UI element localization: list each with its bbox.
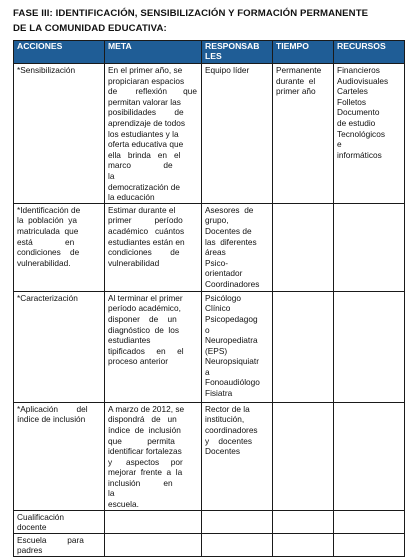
cell-line: índice de inclusión (17, 414, 86, 425)
cell-accion (14, 533, 105, 556)
cell-line: A marzo de 2012, se (108, 403, 185, 414)
cell-line: propiciaran espacios (108, 75, 185, 86)
cell-line: Al terminar el primer (108, 292, 183, 303)
cell-line: docente (17, 522, 47, 533)
cell-responsables (202, 533, 273, 556)
cell-line: Folletos (337, 96, 367, 107)
cell-line: Cualificación (17, 511, 65, 522)
header-acciones: ACCIONES (14, 41, 105, 64)
cell-line: posibilidades de (108, 107, 184, 118)
cell-line: primer período (108, 215, 183, 226)
cell-line: aprendizaje de todos (108, 117, 186, 128)
cell-line: permitan valorar las (108, 96, 181, 107)
cell-line: primer año (276, 86, 316, 97)
header-recursos: RECURSOS (334, 41, 405, 64)
cell-line: tipificados en el (108, 345, 184, 356)
table-row (14, 291, 405, 402)
cell-tiempo (273, 533, 334, 556)
cell-tiempo (273, 291, 334, 402)
table-header-row (14, 41, 405, 64)
cell-line: coordinadores (205, 424, 258, 435)
cell-line: índice de inclusión (108, 424, 181, 435)
cell-line: período académico, (108, 303, 181, 314)
cell-responsables (202, 402, 273, 510)
cell-accion (14, 203, 105, 291)
table-row (14, 203, 405, 291)
cell-line: disponer de un (108, 313, 177, 324)
cell-line: Fisiatra (205, 388, 233, 399)
cell-line: institución, (205, 414, 245, 425)
cell-line: las diferentes (205, 236, 257, 247)
cell-tiempo (273, 203, 334, 291)
cell-line: está en (17, 236, 75, 247)
table-row (14, 510, 405, 533)
cell-line: marco de (108, 160, 173, 171)
cell-line: identificar fortalezas (108, 446, 182, 457)
cell-line: Docentes (205, 446, 241, 457)
cell-responsables (202, 291, 273, 402)
cell-line: informáticos (337, 149, 382, 160)
cell-line: orientador (205, 268, 243, 279)
cell-line: democratización de (108, 181, 180, 192)
cell-line: *Caracterización (17, 292, 78, 303)
cell-line: estudiantes están en (108, 236, 185, 247)
cell-responsables (202, 203, 273, 291)
cell-line: Docentes de (205, 225, 252, 236)
cell-meta (105, 402, 202, 510)
cell-tiempo (273, 64, 334, 204)
cell-accion (14, 510, 105, 533)
cell-tiempo (273, 510, 334, 533)
cell-line: Equipo líder (205, 65, 250, 75)
header-responsables-line-1: RESPONSAB (205, 41, 260, 51)
cell-line: Asesores de (205, 204, 254, 215)
cell-line: (EPS) (205, 345, 228, 356)
section-title-line-1: FASE III: IDENTIFICACIÓN, SENSIBILIZACIÓN Y FORMACIÓN PERMANENTE (13, 8, 369, 19)
cell-meta (105, 203, 202, 291)
cell-line: vulnerabilidad (108, 257, 160, 268)
header-meta: META (105, 41, 202, 64)
cell-tiempo (273, 402, 334, 510)
cell-line: proceso anterior (108, 356, 168, 367)
cell-line: *Sensibilización (17, 65, 76, 75)
cell-recursos (334, 510, 405, 533)
cell-line: y aspectos por (108, 456, 183, 467)
cell-line: condiciones de (108, 247, 180, 258)
header-responsables-line-2: LES (205, 50, 222, 61)
cell-line: Documento (337, 107, 380, 118)
cell-line: o (205, 324, 210, 335)
cell-line: dispondrá de un (108, 414, 177, 425)
table-row (14, 64, 405, 204)
cell-line: la educación (108, 192, 155, 203)
cell-line: áreas (205, 247, 226, 258)
cell-responsables (202, 64, 273, 204)
cell-line: Rector de la (205, 403, 250, 414)
cell-recursos (334, 533, 405, 556)
cell-line: oferta educativa que (108, 139, 184, 150)
cell-line: Neuropsiquiatr (205, 356, 259, 367)
cell-accion (14, 64, 105, 204)
cell-line: condiciones de (17, 247, 80, 258)
section-title-line-2: DE LA COMUNIDAD EDUCATIVA: (13, 23, 167, 34)
cell-accion (14, 291, 105, 402)
cell-line: Escuela para (17, 534, 84, 545)
cell-line: escuela. (108, 499, 139, 510)
cell-recursos (334, 203, 405, 291)
cell-line: durante el (276, 75, 316, 86)
cell-line: mejorar frente a la (108, 467, 183, 478)
cell-meta (105, 291, 202, 402)
cell-line: a (205, 366, 210, 377)
cell-line: En el primer año, se (108, 65, 183, 75)
cell-line: Fonoaudiólogo (205, 377, 260, 388)
action-plan-table (13, 40, 405, 557)
cell-line: Clínico (205, 303, 231, 314)
cell-line: Estimar durante el (108, 204, 176, 215)
cell-line: Carteles (337, 86, 368, 97)
cell-line: matriculada que (17, 225, 79, 236)
cell-line: Neuropediatra (205, 335, 258, 346)
cell-line: Tecnológicos (337, 128, 385, 139)
cell-line: Psicólogo (205, 292, 241, 303)
table-body (14, 64, 405, 557)
cell-line: de reflexión que (108, 86, 198, 97)
header-responsables (202, 41, 273, 64)
cell-recursos (334, 402, 405, 510)
cell-line: la (108, 488, 115, 499)
cell-responsables (202, 510, 273, 533)
cell-meta (105, 533, 202, 556)
cell-line: académico cuántos (108, 225, 185, 236)
cell-line: grupo, (205, 215, 229, 226)
cell-line: e (337, 139, 342, 150)
cell-meta (105, 64, 202, 204)
cell-line: los estudiantes y la (108, 128, 179, 139)
cell-line: Financieros (337, 65, 380, 75)
cell-line: estudiantes (108, 335, 151, 346)
cell-line: Permanente (276, 65, 322, 75)
cell-line: la población ya (17, 215, 77, 226)
cell-meta (105, 510, 202, 533)
cell-line: de estudio (337, 117, 376, 128)
section-title (13, 6, 403, 36)
cell-line: que permita (108, 435, 175, 446)
cell-line: *Identificación de (17, 204, 81, 215)
cell-line: inclusión en (108, 477, 173, 488)
cell-recursos (334, 64, 405, 204)
table-row (14, 402, 405, 510)
cell-line: Audiovisuales (337, 75, 389, 86)
cell-line: padres (17, 545, 43, 556)
cell-accion (14, 402, 105, 510)
cell-line: *Aplicación del (17, 403, 88, 414)
cell-line: Psico- (205, 257, 229, 268)
cell-line: diagnóstico de los (108, 324, 180, 335)
cell-recursos (334, 291, 405, 402)
header-tiempo: TIEMPO (273, 41, 334, 64)
table-row (14, 533, 405, 556)
cell-line: la (108, 170, 115, 181)
cell-line: Coordinadores (205, 278, 260, 289)
cell-line: Psicopedagog (205, 313, 258, 324)
cell-line: vulnerabilidad. (17, 257, 71, 268)
cell-line: ella brinda en el (108, 149, 181, 160)
cell-line: y docentes (205, 435, 253, 446)
